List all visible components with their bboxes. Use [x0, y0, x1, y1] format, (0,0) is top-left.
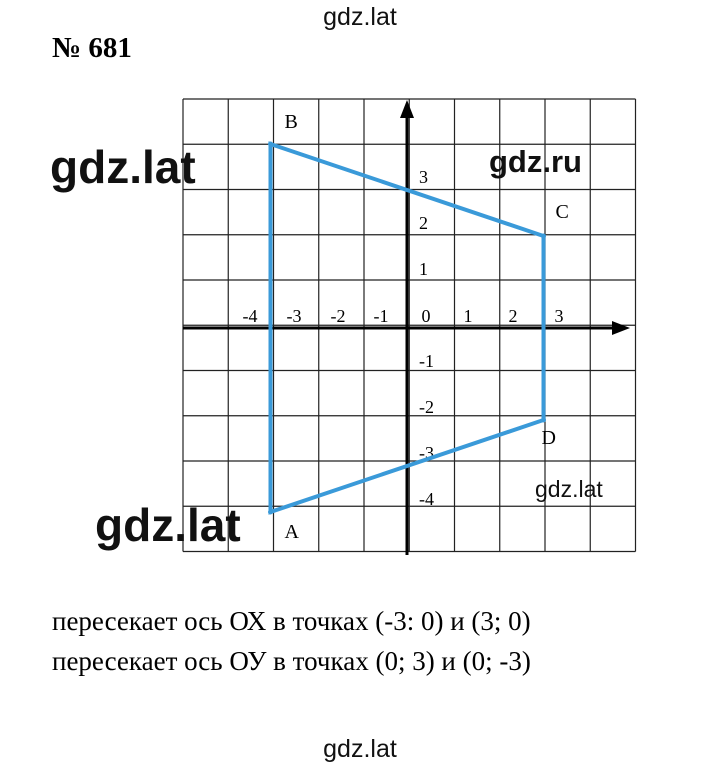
problem-number: № 681	[52, 32, 132, 64]
y-tick-label: 1	[419, 259, 428, 279]
x-tick-label: 1	[463, 306, 473, 326]
x-tick-label: -3	[286, 306, 302, 326]
y-axis-arrow-icon	[400, 100, 414, 118]
watermark-right: gdz.ru	[489, 144, 582, 179]
point-label: D	[541, 427, 556, 449]
y-tick-label: -3	[419, 443, 434, 463]
vertex-point	[541, 234, 546, 239]
vertex-point	[541, 418, 546, 423]
vertex-point	[268, 142, 273, 147]
y-tick-label: -1	[419, 351, 434, 371]
y-tick-label: 2	[419, 213, 428, 233]
x-tick-label: 0	[421, 306, 431, 326]
x-tick-label: 2	[508, 306, 518, 326]
answer-line-2: пересекает ось ОУ в точках (0; 3) и (0; -3)	[52, 646, 531, 676]
watermark-left-bottom: gdz.lat	[95, 499, 241, 551]
tick-labels	[243, 167, 564, 509]
point-label: C	[555, 201, 569, 223]
answer-line-1: пересекает ось ОХ в точках (-3: 0) и (3; 0)	[52, 606, 531, 636]
x-tick-label: -4	[242, 306, 258, 326]
watermark-bottom: gdz.lat	[323, 735, 397, 763]
x-axis-arrow-icon	[612, 321, 630, 335]
point-label: B	[284, 111, 298, 133]
watermark-left-top: gdz.lat	[50, 141, 196, 193]
watermark-small: gdz.lat	[535, 476, 603, 502]
point-label: A	[284, 521, 299, 543]
watermark-top: gdz.lat	[323, 3, 397, 31]
y-tick-label: -4	[419, 489, 434, 509]
x-tick-label: -2	[330, 306, 346, 326]
x-tick-label: -1	[373, 306, 389, 326]
y-tick-label: -2	[419, 397, 434, 417]
vertex-point	[268, 510, 273, 515]
y-tick-label: 3	[419, 167, 428, 187]
x-tick-label: 3	[554, 306, 564, 326]
